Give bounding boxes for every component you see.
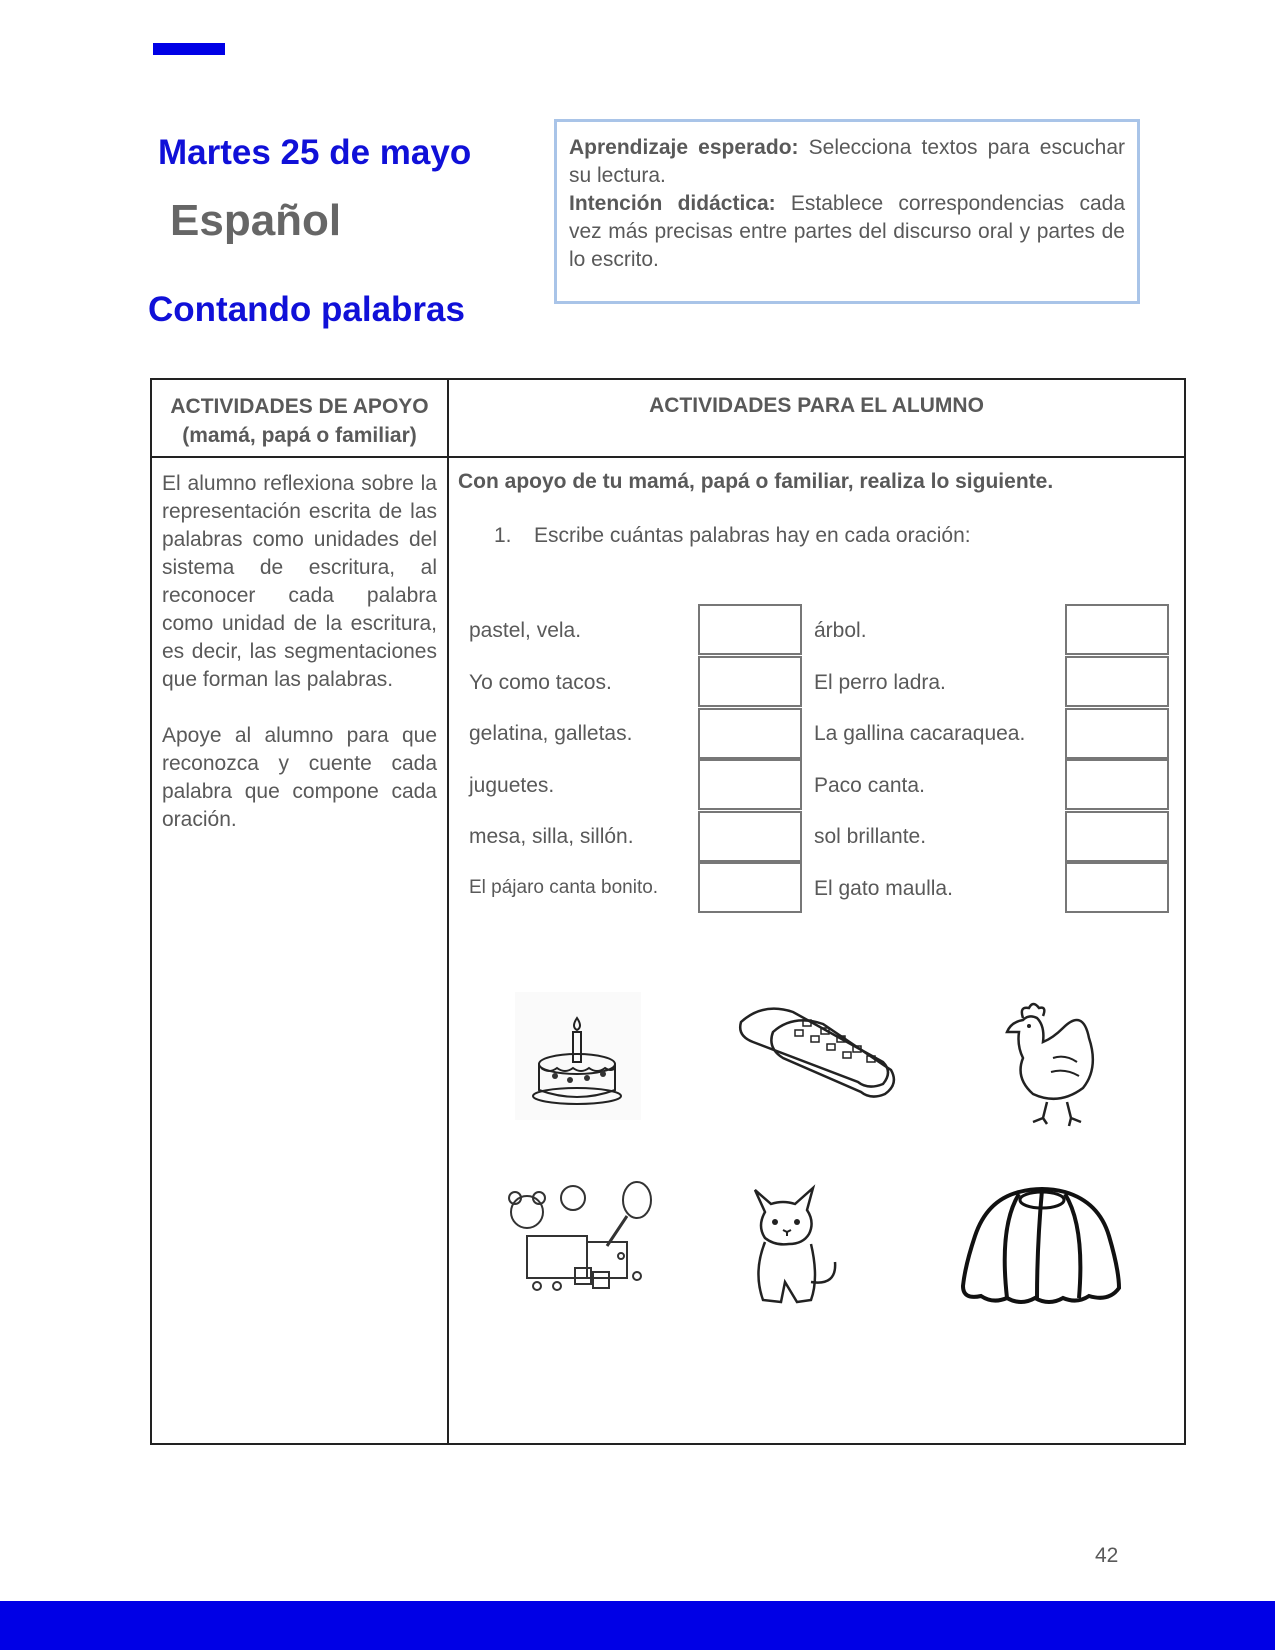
- instruction-text: Con apoyo de tu mamá, papá o familiar, realiza lo siguiente.: [458, 470, 1054, 493]
- student-activities-header: [448, 379, 1185, 457]
- answer-box[interactable]: [698, 656, 802, 707]
- phrase-left-4: juguetes.: [469, 774, 555, 797]
- exercise-text: Escribe cuántas palabras hay en cada oración:: [534, 524, 971, 547]
- answer-box[interactable]: [1065, 604, 1169, 655]
- answer-box[interactable]: [1065, 862, 1169, 913]
- aprendizaje-esperado: [569, 134, 1125, 190]
- phrase-left-1: pastel, vela.: [469, 619, 582, 642]
- answer-box[interactable]: [698, 811, 802, 862]
- lesson-title: Contando palabras: [148, 290, 465, 329]
- aprendizaje-text: Selecciona textos para escuchar su lectura.: [569, 136, 1125, 187]
- phrase-right-2: El perro ladra.: [814, 671, 946, 694]
- intencion-text: Establece correspondencias cada vez más precisas entre partes del discurso oral y partes de lo escrito.: [569, 192, 1125, 271]
- student-header-label: ACTIVIDADES PARA EL ALUMNO: [649, 394, 984, 417]
- phrase-right-1: árbol.: [814, 619, 867, 642]
- exercise-number: 1.: [494, 524, 512, 547]
- phrase-left-3: gelatina, galletas.: [469, 722, 633, 745]
- toys-illustration: [497, 1176, 657, 1296]
- support-header-line1: ACTIVIDADES DE APOYO: [170, 395, 429, 418]
- aprendizaje-label: Aprendizaje esperado:: [569, 136, 799, 159]
- phrase-right-4: Paco canta.: [814, 774, 925, 797]
- answer-box[interactable]: [1065, 656, 1169, 707]
- cake-illustration: [515, 992, 641, 1120]
- answer-box[interactable]: [1065, 759, 1169, 810]
- answer-box[interactable]: [698, 708, 802, 759]
- tacos-illustration: [733, 992, 899, 1110]
- support-paragraph-1: El alumno reflexiona sobre la representación escrita de las palabras como unidades del sistema de escritura, al reconocer cada palabra como unidad de la escritura, es decir, las segmentaciones que forman las palabras.: [162, 472, 437, 691]
- answer-box[interactable]: [698, 862, 802, 913]
- exercise-item: [494, 524, 971, 548]
- page-number: 42: [1095, 1544, 1119, 1567]
- phrase-left-2: Yo como tacos.: [469, 671, 612, 694]
- hen-illustration: [993, 998, 1105, 1128]
- kitten-illustration: [745, 1182, 845, 1312]
- answer-box[interactable]: [698, 759, 802, 810]
- answer-box[interactable]: [1065, 708, 1169, 759]
- answer-box[interactable]: [1065, 811, 1169, 862]
- support-paragraph-2: Apoye al alumno para que reconozca y cuente cada palabra que compone cada oración.: [162, 724, 437, 831]
- support-activities-cell: [151, 457, 448, 1444]
- subject-title: Español: [170, 196, 342, 245]
- support-header-line2: (mamá, papá o familiar): [182, 424, 417, 447]
- phrase-right-5: sol brillante.: [814, 825, 927, 848]
- phrase-left-5: mesa, silla, sillón.: [469, 825, 634, 848]
- activities-table: [150, 378, 1186, 1445]
- top-accent-bar: [153, 43, 225, 55]
- gelatin-illustration: [959, 1186, 1125, 1308]
- phrase-right-3: La gallina cacaraquea.: [814, 722, 1026, 745]
- intencion-didactica: [569, 190, 1125, 274]
- answer-box[interactable]: [698, 604, 802, 655]
- intencion-label: Intención didáctica:: [569, 192, 776, 215]
- support-activities-header: [151, 379, 448, 457]
- phrase-left-6: El pájaro canta bonito.: [469, 877, 659, 898]
- footer-bar: [0, 1601, 1275, 1650]
- phrase-right-6: El gato maulla.: [814, 877, 953, 900]
- student-activities-cell: [448, 457, 1185, 1444]
- learning-objectives-box: [554, 119, 1140, 304]
- lesson-date: Martes 25 de mayo: [158, 133, 472, 172]
